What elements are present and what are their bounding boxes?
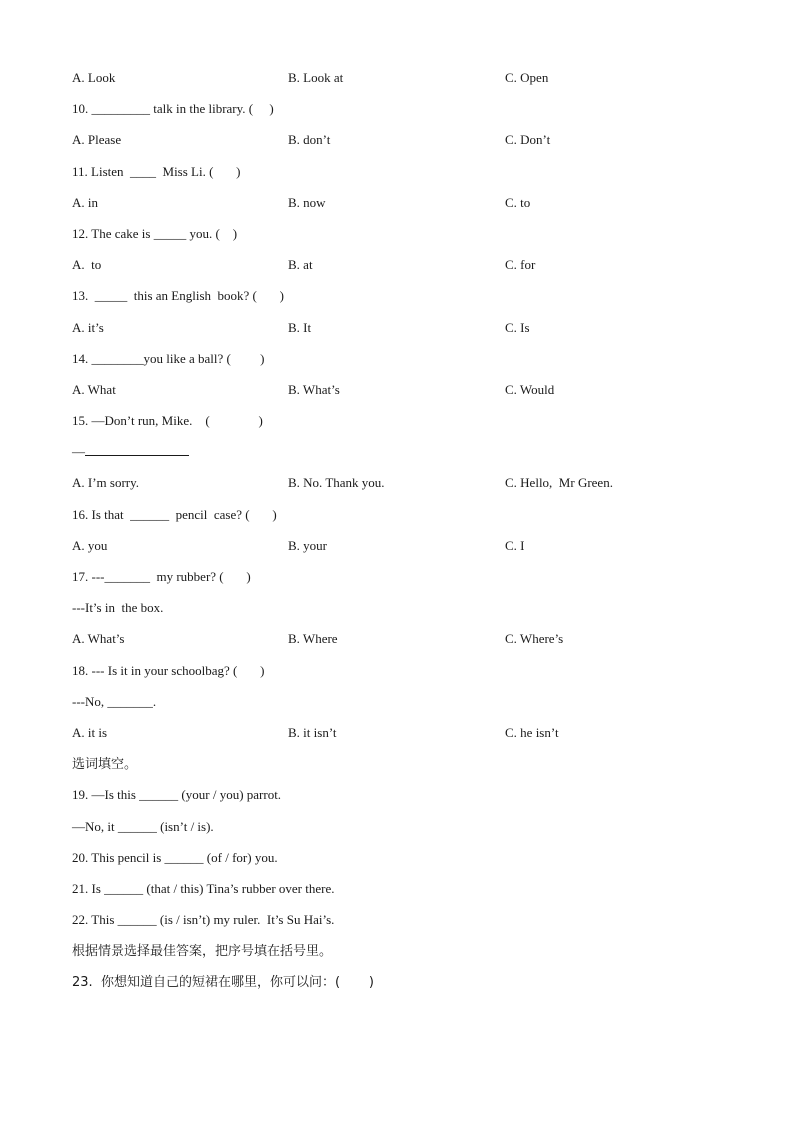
answer-options-row [72,374,732,405]
question-text [72,156,732,187]
option-c: C. Hello, Mr Green. [505,475,613,491]
question-line: 11. Listen ____ Miss Li. ( ) [72,163,241,179]
question-line: 12. The cake is _____ you. ( ) [72,225,238,241]
question-line: 21. Is ______ (that / this) Tina’s rubber over there. [72,880,335,896]
option-a: A. you [72,537,108,553]
option-b: B. What’s [288,381,340,397]
option-a: A. What’s [72,631,125,647]
question-line: 15. —Don’t run, Mike. ( ) [72,413,263,429]
question-text [72,93,732,124]
question-line: 18. --- Is it in your schoolbag? ( ) [72,662,265,678]
question-line: 22. This ______ (is / isn’t) my ruler. It’s Su Hai’s. [72,912,335,928]
question-line: ---It’s in the box. [72,600,164,616]
option-b: B. Where [288,631,338,647]
option-c: C. Where’s [505,631,564,647]
answer-options-row [72,312,732,343]
question-text [72,405,732,436]
answer-underline [85,441,189,456]
option-b: B. at [288,257,313,273]
option-c: C. Don’t [505,132,551,148]
question-line: ---No, _______. [72,693,157,709]
question-text [72,592,732,623]
question-text [72,873,732,904]
answer-blank-line [72,436,732,467]
option-b: B. It [288,319,312,335]
question-text [72,561,732,592]
section-heading [72,748,732,779]
option-a: A. I’m sorry. [72,475,140,491]
option-b: B. No. Thank you. [288,475,385,491]
question-text [72,343,732,374]
section-heading [72,966,732,997]
question-text [72,280,732,311]
question-line: —No, it ______ (isn’t / is). [72,818,214,834]
answer-options-row [72,187,732,218]
answer-options-row [72,717,732,748]
option-c: C. Would [505,381,555,397]
option-a: A. to [72,257,102,273]
answer-options-row [72,530,732,561]
question-line: 16. Is that ______ pencil case? ( ) [72,506,277,522]
option-a: A. in [72,194,98,210]
answer-dash: — [72,444,85,460]
option-a: A. it’s [72,319,104,335]
worksheet-page [72,62,732,998]
question-text [72,779,732,810]
option-c: C. I [505,537,525,553]
question-line: 20. This pencil is ______ (of / for) you. [72,849,278,865]
question-line: 10. _________ talk in the library. ( ) [72,101,274,117]
question-text [72,655,732,686]
option-b: B. now [288,194,326,210]
question-text [72,904,732,935]
question-text [72,499,732,530]
section-text: 根据情景选择最佳答案，把序号填在括号里。 [72,944,333,960]
question-line: 14. ________you like a ball? ( ) [72,350,265,366]
question-line: 13. _____ this an English book? ( ) [72,288,284,304]
option-a: A. it is [72,724,108,740]
question-line: 19. —Is this ______ (your / you) parrot. [72,787,282,803]
answer-options-row [72,467,732,498]
answer-options-row [72,124,732,155]
option-a: A. Please [72,132,122,148]
option-a: A. Look [72,70,116,85]
option-b: B. your [288,537,327,553]
section-text: 选词填空。 [72,757,138,773]
question-text [72,842,732,873]
question-text [72,218,732,249]
answer-options-row [72,62,732,93]
answer-options-row [72,623,732,654]
option-c: C. Is [505,319,530,335]
option-b: B. Look at [288,70,344,85]
option-c: C. Open [505,70,549,85]
section-text: 23. 你想知道自己的短裙在哪里，你可以问：( ) [72,975,375,991]
answer-options-row [72,249,732,280]
option-c: C. he isn’t [505,724,559,740]
question-text [72,811,732,842]
option-c: C. to [505,194,531,210]
option-b: B. don’t [288,132,331,148]
option-a: A. What [72,381,116,397]
option-c: C. for [505,257,536,273]
option-b: B. it isn’t [288,724,337,740]
section-heading [72,935,732,966]
question-line: 17. ---_______ my rubber? ( ) [72,569,251,584]
question-text [72,686,732,717]
